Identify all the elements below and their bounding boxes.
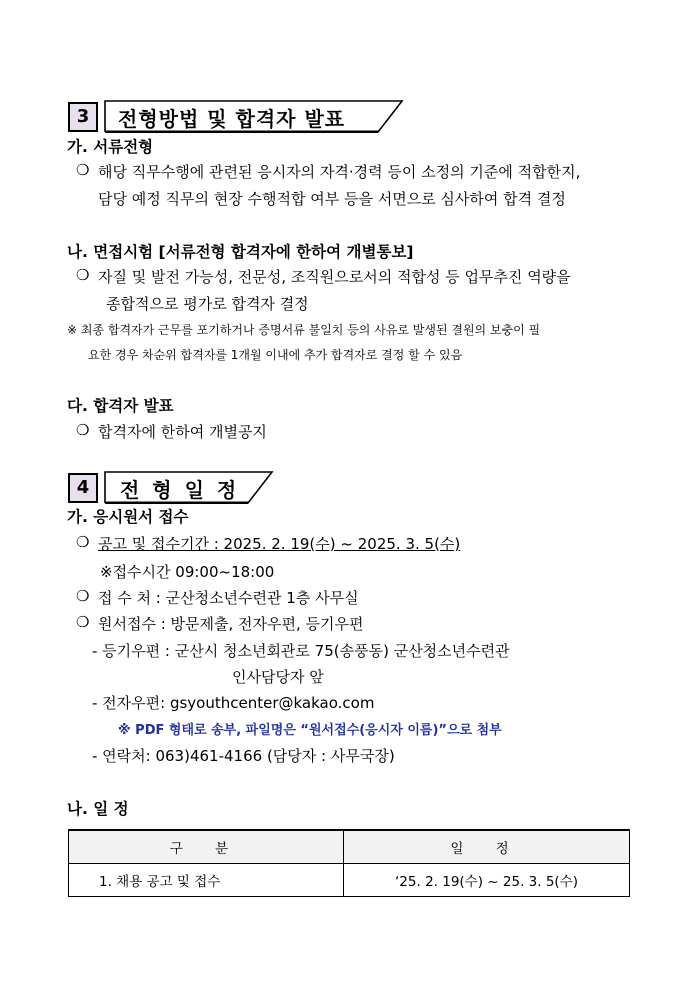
paragraph-line: 종합적으로 평가로 합격자 결정 [106, 295, 309, 313]
paragraph-line: 합격자에 한하여 개별공지 [98, 423, 267, 441]
note-line: ※ 최종 합격자가 근무를 포기하거나 증명서류 불일치 등의 사유로 발생된 결원의 보충이 필 [67, 323, 541, 337]
paragraph-line: 자질 및 발전 가능성, 전문성, 조직원으로서의 적합성 등 업무추진 역량을 [98, 268, 571, 286]
table-cell: 1. 채용 공고 및 접수 [69, 864, 344, 897]
subheading-document-screening: 가. 서류전형 [67, 138, 154, 156]
subheading-announcement: 다. 합격자 발표 [67, 397, 174, 415]
bullet-icon: ❍ [76, 613, 90, 631]
paragraph-line: 담당 예정 직무의 현장 수행적합 여부 등을 서면으로 심사하여 합격 결정 [98, 190, 566, 208]
reception-hours: ※접수시간 09:00~18:00 [100, 563, 275, 581]
bullet-icon: ❍ [76, 587, 90, 605]
reception-place: 접 수 처 : 군산청소년수련관 1층 사무실 [98, 589, 359, 607]
section-number: 4 [76, 477, 90, 498]
email-note: ※ PDF 형태로 송부, 파일명은 “원서접수(응시자 이름)”으로 첨부 [118, 723, 502, 738]
mail-address-recipient: 인사담당자 앞 [232, 668, 324, 686]
section-number-box [68, 102, 98, 132]
table-header-row [69, 830, 630, 864]
section-title: 전형방법 및 합격자 발표 [118, 107, 346, 131]
subheading-interview: 나. 면접시험 [서류전형 합격자에 한하여 개별통보] [67, 243, 414, 261]
section-title: 전 형 일 정 [120, 478, 240, 502]
table-row [69, 864, 630, 897]
section-number-box [68, 473, 98, 503]
submission-method: 원서접수 : 방문제출, 전자우편, 등기우편 [98, 615, 364, 633]
paragraph-line: 해당 직무수행에 관련된 응시자의 자격·경력 등이 소정의 기준에 적합한지, [98, 163, 581, 181]
email-address: - 전자우편: gsyouthcenter@kakao.com [92, 694, 375, 712]
bullet-icon: ❍ [76, 161, 90, 179]
mail-address: - 등기우편 : 군산시 청소년회관로 75(송풍동) 군산청소년수련관 [92, 642, 510, 660]
application-period: 공고 및 접수기간 : 2025. 2. 19(수) ~ 2025. 3. 5(수) [98, 535, 461, 553]
subheading-schedule: 나. 일 정 [67, 800, 129, 818]
section-number: 3 [76, 106, 90, 127]
note-line: 요한 경우 차순위 합격자를 1개월 이내에 추가 합격자로 결정 할 수 있음 [88, 348, 463, 362]
subheading-application: 가. 응시원서 접수 [67, 508, 189, 526]
column-header-category: 구 분 [69, 830, 344, 864]
column-header-schedule: 일 정 [344, 830, 630, 864]
schedule-table [68, 829, 630, 897]
bullet-icon: ❍ [76, 421, 90, 439]
contact-info: - 연락처: 063)461-4166 (담당자 : 사무국장) [92, 747, 395, 765]
table-cell: ‘25. 2. 19(수) ~ 25. 3. 5(수) [344, 864, 630, 897]
bullet-icon: ❍ [76, 266, 90, 284]
bullet-icon: ❍ [76, 533, 90, 551]
